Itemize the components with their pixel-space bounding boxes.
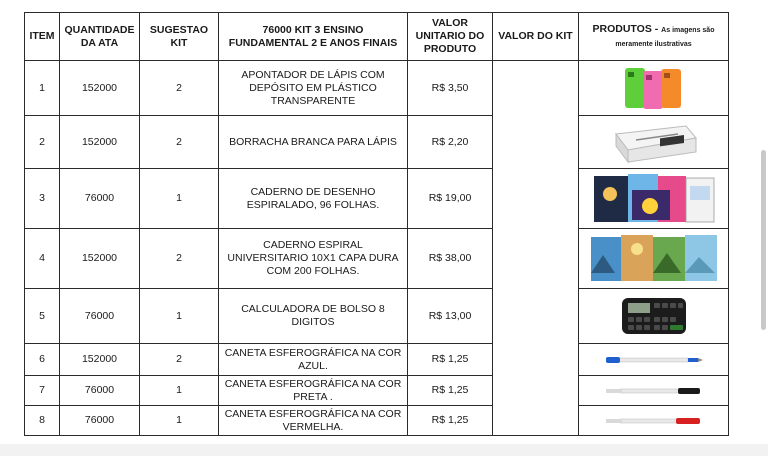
header-sugestao: SUGESTAO KIT bbox=[140, 13, 219, 61]
cell-sugestao: 2 bbox=[140, 61, 219, 116]
cell-sugestao: 1 bbox=[140, 376, 219, 406]
cell-item: 5 bbox=[25, 289, 60, 344]
table-row bbox=[25, 344, 729, 376]
cell-item: 8 bbox=[25, 406, 60, 436]
cell-descricao: CANETA ESFEROGRÁFICA NA COR VERMELHA. bbox=[219, 406, 408, 436]
cell-item: 4 bbox=[25, 229, 60, 289]
header-produtos-label: PRODUTOS - bbox=[592, 22, 659, 35]
header-row bbox=[25, 13, 729, 61]
product-image-cell bbox=[579, 229, 729, 289]
cell-quantidade: 152000 bbox=[60, 61, 140, 116]
cell-descricao: CALCULADORA DE BOLSO 8 DIGITOS bbox=[219, 289, 408, 344]
cell-item: 6 bbox=[25, 344, 60, 376]
cell-descricao: APONTADOR DE LÁPIS COM DEPÓSITO EM PLÁSTICO TRANSPARENTE bbox=[219, 61, 408, 116]
sharpener-icon bbox=[619, 63, 689, 113]
cell-descricao: BORRACHA BRANCA PARA LÁPIS bbox=[219, 116, 408, 169]
cell-valor: R$ 1,25 bbox=[408, 376, 493, 406]
cell-valor-kit bbox=[493, 61, 579, 436]
cell-item: 1 bbox=[25, 61, 60, 116]
cell-valor: R$ 2,20 bbox=[408, 116, 493, 169]
cell-sugestao: 1 bbox=[140, 289, 219, 344]
cell-valor: R$ 3,50 bbox=[408, 61, 493, 116]
cell-valor: R$ 1,25 bbox=[408, 406, 493, 436]
cell-item: 7 bbox=[25, 376, 60, 406]
red-pen-icon bbox=[604, 415, 704, 427]
bottom-strip bbox=[0, 444, 768, 456]
black-pen-icon bbox=[604, 385, 704, 397]
table-row bbox=[25, 61, 729, 116]
calculator-icon bbox=[618, 294, 690, 338]
cell-item: 3 bbox=[25, 169, 60, 229]
cell-valor: R$ 19,00 bbox=[408, 169, 493, 229]
eraser-icon bbox=[606, 120, 702, 164]
header-quantidade: QUANTIDADE DA ATA bbox=[60, 13, 140, 61]
cell-sugestao: 2 bbox=[140, 229, 219, 289]
product-image-cell bbox=[579, 406, 729, 436]
cell-descricao: CADERNO ESPIRAL UNIVERSITARIO 10X1 CAPA DURA COM 200 FOLHAS. bbox=[219, 229, 408, 289]
cell-valor: R$ 38,00 bbox=[408, 229, 493, 289]
header-valor-unitario: VALOR UNITARIO DO PRODUTO bbox=[408, 13, 493, 61]
cell-descricao: CADERNO DE DESENHO ESPIRALADO, 96 FOLHAS. bbox=[219, 169, 408, 229]
cell-quantidade: 152000 bbox=[60, 229, 140, 289]
cell-descricao: CANETA ESFEROGRÁFICA NA COR AZUL. bbox=[219, 344, 408, 376]
header-produtos-note: As imagens são meramente ilustrativas bbox=[615, 26, 715, 48]
header-item: ITEM bbox=[25, 13, 60, 61]
header-valor-kit: VALOR DO KIT bbox=[493, 13, 579, 61]
cell-quantidade: 76000 bbox=[60, 406, 140, 436]
cell-descricao: CANETA ESFEROGRÁFICA NA COR PRETA . bbox=[219, 376, 408, 406]
notebook-icon bbox=[589, 233, 719, 285]
blue-pen-icon bbox=[604, 354, 704, 366]
scrollbar[interactable] bbox=[761, 150, 766, 330]
cell-quantidade: 76000 bbox=[60, 169, 140, 229]
product-image-cell bbox=[579, 61, 729, 116]
cell-sugestao: 1 bbox=[140, 169, 219, 229]
table-row bbox=[25, 229, 729, 289]
cell-sugestao: 2 bbox=[140, 116, 219, 169]
cell-quantidade: 152000 bbox=[60, 344, 140, 376]
product-image-cell bbox=[579, 169, 729, 229]
table-row bbox=[25, 289, 729, 344]
product-image-cell bbox=[579, 289, 729, 344]
cell-valor: R$ 1,25 bbox=[408, 344, 493, 376]
product-image-cell bbox=[579, 116, 729, 169]
header-descricao: 76000 KIT 3 ENSINO FUNDAMENTAL 2 E ANOS FINAIS bbox=[219, 13, 408, 61]
cell-sugestao: 2 bbox=[140, 344, 219, 376]
cell-valor: R$ 13,00 bbox=[408, 289, 493, 344]
cell-item: 2 bbox=[25, 116, 60, 169]
product-image-cell bbox=[579, 376, 729, 406]
cell-sugestao: 1 bbox=[140, 406, 219, 436]
table-row bbox=[25, 376, 729, 406]
kit-table bbox=[24, 12, 729, 436]
cell-quantidade: 76000 bbox=[60, 376, 140, 406]
table-row bbox=[25, 406, 729, 436]
product-image-cell bbox=[579, 344, 729, 376]
cell-quantidade: 76000 bbox=[60, 289, 140, 344]
sketchbook-icon bbox=[592, 172, 716, 226]
header-produtos bbox=[579, 13, 729, 61]
cell-quantidade: 152000 bbox=[60, 116, 140, 169]
table-row bbox=[25, 116, 729, 169]
table-row bbox=[25, 169, 729, 229]
